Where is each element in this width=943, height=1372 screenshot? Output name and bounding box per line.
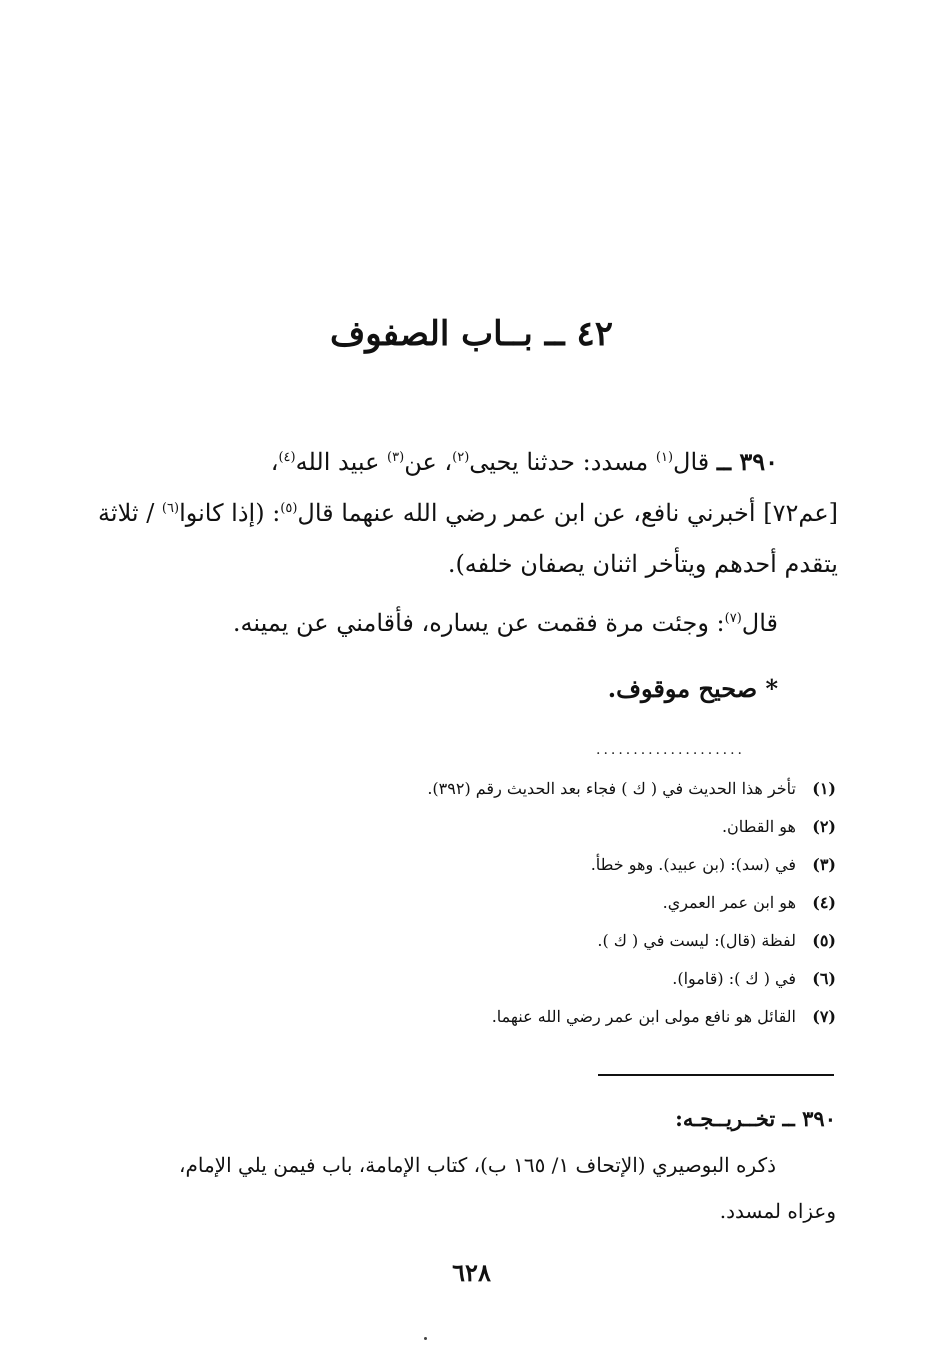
footnote-item xyxy=(300,846,836,884)
footnote-item xyxy=(300,770,836,808)
hadith-line-3: يتقدم أحدهم ويتأخر اثنان يصفان خلفه). xyxy=(447,550,838,578)
scan-speck xyxy=(424,1337,427,1340)
hadith-text-segment: قال xyxy=(673,448,717,476)
footnote-item xyxy=(300,960,836,998)
takhrij-section xyxy=(110,1096,836,1234)
takhrij-heading: ٣٩٠ ــ تخــريــجـه: xyxy=(675,1106,836,1131)
page-number: ٦٢٨ xyxy=(452,1258,491,1287)
hadith-verdict: * صحيح موقوف. xyxy=(607,674,778,703)
hadith-text-segment: / ثلاثة xyxy=(98,499,162,527)
hadith-text-segment: قال xyxy=(741,609,778,637)
footnote-ref[interactable]: (١) xyxy=(655,450,674,465)
footnote-separator-dots: .................... xyxy=(596,742,746,756)
footnote-item xyxy=(300,808,836,846)
footnote-ref[interactable]: (٤) xyxy=(278,450,296,465)
hadith-line-4 xyxy=(110,598,838,649)
footnotes-list xyxy=(300,770,836,1036)
takhrij-line-1: ذكره البوصيري (الإتحاف ١/ ١٦٥ ب)، كتاب الإمامة، باب فيمن يلي الإمام، xyxy=(179,1153,776,1177)
footnote-number: (١) xyxy=(812,779,836,798)
footnote-number: (٧) xyxy=(812,1007,836,1026)
footnote-ref[interactable]: (٥) xyxy=(280,501,298,516)
footnote-ref[interactable]: (٧) xyxy=(724,611,742,626)
hadith-text xyxy=(98,436,838,714)
footnote-number: (٢) xyxy=(812,817,836,836)
manuscript-reference: [عم٧٢] xyxy=(763,499,838,527)
footnote-text: لفظة (قال): ليست في ( ك ). xyxy=(597,931,796,950)
hadith-text-segment: أخبرني نافع، عن ابن عمر رضي الله عنهما قال xyxy=(297,499,764,527)
footnote-number: (٦) xyxy=(812,969,836,988)
footnote-item xyxy=(300,998,836,1036)
footnote-ref[interactable]: (٣) xyxy=(387,450,405,465)
footnote-text: القائل هو نافع مولى ابن عمر رضي الله عنهما. xyxy=(491,1007,796,1026)
takhrij-line-2: وعزاه لمسدد. xyxy=(719,1199,836,1223)
footnote-text: هو ابن عمر العمري. xyxy=(662,893,796,912)
section-divider-rule xyxy=(598,1074,834,1076)
chapter-title: ٤٢ ــ بــاب الصفوف xyxy=(329,314,613,354)
footnote-text: في ( ك ): (قاموا). xyxy=(672,969,796,988)
hadith-text-segment: ، xyxy=(270,448,279,476)
footnote-number: (٥) xyxy=(812,931,836,950)
hadith-number: ٣٩٠ ــ xyxy=(716,447,778,476)
footnote-number: (٣) xyxy=(812,855,836,874)
footnote-number: (٤) xyxy=(812,893,836,912)
hadith-line-2 xyxy=(98,488,838,539)
footnote-item xyxy=(300,922,836,960)
hadith-text-segment: عبيد الله xyxy=(295,448,388,476)
footnote-text: تأخر هذا الحديث في ( ك ) فجاء بعد الحديث رقم (٣٩٢). xyxy=(427,779,796,798)
hadith-line-1 xyxy=(110,436,838,488)
footnote-text: في (سد): (بن عبيد). وهو خطأ. xyxy=(590,855,796,874)
footnote-text: هو القطان. xyxy=(721,817,796,836)
hadith-text-segment: : (إذا كانوا xyxy=(179,499,281,527)
hadith-text-segment: ، عن xyxy=(404,448,453,476)
hadith-text-segment: مسدد: حدثنا يحيى xyxy=(469,448,656,476)
footnote-item xyxy=(300,884,836,922)
footnote-ref[interactable]: (٢) xyxy=(452,450,470,465)
hadith-text-segment: : وجئت مرة فقمت عن يساره، فأقامني عن يمينه. xyxy=(232,609,725,637)
footnote-ref[interactable]: (٦) xyxy=(161,501,180,516)
